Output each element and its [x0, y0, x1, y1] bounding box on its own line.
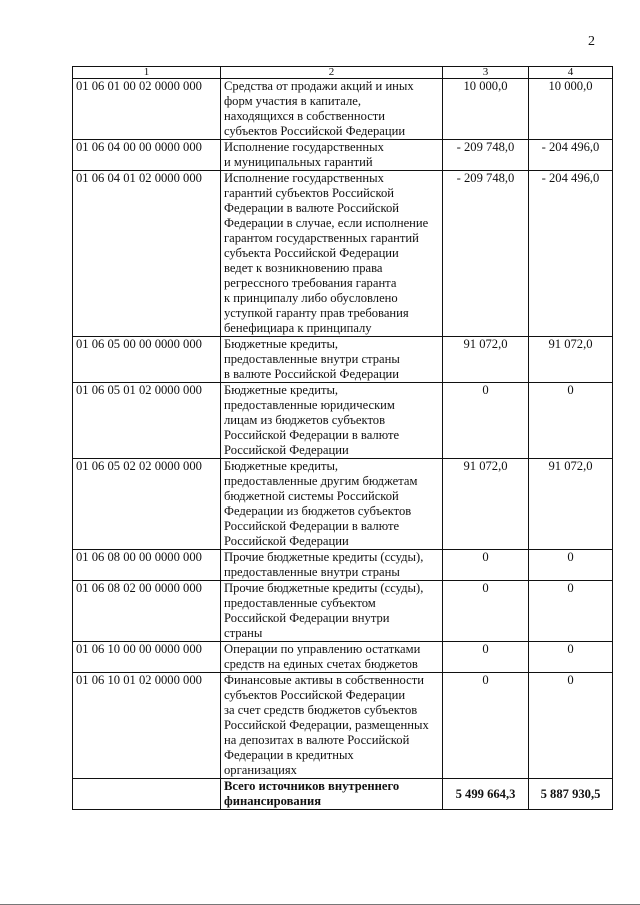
table-row — [73, 673, 613, 779]
amount-column-3-cell: 0 — [443, 642, 529, 673]
financing-sources-table — [72, 66, 613, 810]
amount-column-4-cell: 0 — [529, 581, 613, 642]
source-name-line: организациях — [224, 763, 297, 777]
table-row — [73, 79, 613, 140]
column-header-2: 2 — [221, 67, 443, 79]
amount-column-4-cell: 0 — [529, 550, 613, 581]
amount-column-4-cell: 5 887 930,5 — [529, 779, 613, 810]
source-name-line: уступкой гаранту прав требования — [224, 306, 409, 320]
source-name-line: субъектов Российской Федерации — [224, 124, 406, 138]
amount-column-4-cell: 0 — [529, 673, 613, 779]
source-name-line: Прочие бюджетные кредиты (ссуды), — [224, 581, 424, 595]
source-name-line: Бюджетные кредиты, — [224, 459, 339, 473]
source-name-line: предоставленные субъектом — [224, 596, 376, 610]
amount-column-3-cell: 91 072,0 — [443, 459, 529, 550]
source-name-line: Исполнение государственных — [224, 140, 384, 154]
source-name-line: гарантом государственных гарантий — [224, 231, 419, 245]
source-name-line: Российской Федерации — [224, 534, 349, 548]
source-name-cell — [221, 581, 443, 642]
source-name-line: Средства от продажи акций и иных — [224, 79, 414, 93]
table-row — [73, 459, 613, 550]
source-name-line: Федерации из бюджетов субъектов — [224, 504, 412, 518]
amount-column-4-cell: 91 072,0 — [529, 337, 613, 383]
source-name-cell — [221, 79, 443, 140]
source-name-cell — [221, 779, 443, 810]
source-name-cell — [221, 673, 443, 779]
source-name-line: Финансовые активы в собственности — [224, 673, 424, 687]
source-name-line: средств на единых счетах бюджетов — [224, 657, 418, 671]
source-name-cell — [221, 550, 443, 581]
column-header-3: 3 — [443, 67, 529, 79]
table-row — [73, 337, 613, 383]
source-name-line: и муниципальных гарантий — [224, 155, 373, 169]
source-name-line: на депозитах в валюте Российской — [224, 733, 410, 747]
source-name-line: Российской Федерации в валюте — [224, 428, 400, 442]
source-name-line: Российской Федерации в валюте — [224, 519, 400, 533]
source-name-line: лицам из бюджетов субъектов — [224, 413, 386, 427]
budget-code-cell: 01 06 04 00 00 0000 000 — [73, 140, 221, 171]
source-name-line: Российской Федерации, размещенных — [224, 718, 429, 732]
table-row — [73, 140, 613, 171]
column-number-row — [73, 67, 613, 79]
amount-column-3-cell: - 209 748,0 — [443, 140, 529, 171]
source-name-line: в валюте Российской Федерации — [224, 367, 400, 381]
table-row — [73, 642, 613, 673]
source-name-line: Федерации в случае, если исполнение — [224, 216, 429, 230]
source-name-line: субъектов Российской Федерации — [224, 688, 406, 702]
amount-column-4-cell: - 204 496,0 — [529, 171, 613, 337]
source-name-line: субъекта Российской Федерации — [224, 246, 399, 260]
amount-column-4-cell: 0 — [529, 642, 613, 673]
budget-code-cell: 01 06 08 02 00 0000 000 — [73, 581, 221, 642]
source-name-line: форм участия в капитале, — [224, 94, 361, 108]
amount-column-4-cell: 0 — [529, 383, 613, 459]
amount-column-4-cell: 10 000,0 — [529, 79, 613, 140]
budget-code-cell: 01 06 01 00 02 0000 000 — [73, 79, 221, 140]
source-name-line: гарантий субъектов Российской — [224, 186, 395, 200]
source-name-cell — [221, 459, 443, 550]
amount-column-3-cell: 0 — [443, 581, 529, 642]
budget-code-cell: 01 06 05 01 02 0000 000 — [73, 383, 221, 459]
source-name-line: за счет средств бюджетов субъектов — [224, 703, 418, 717]
source-name-line: Федерации в валюте Российской — [224, 201, 400, 215]
total-row — [73, 779, 613, 810]
budget-code-cell: 01 06 05 00 00 0000 000 — [73, 337, 221, 383]
source-name-line: Бюджетные кредиты, — [224, 337, 339, 351]
table-row — [73, 550, 613, 581]
source-name-cell — [221, 171, 443, 337]
amount-column-3-cell: 0 — [443, 673, 529, 779]
source-name-cell — [221, 383, 443, 459]
page-number: 2 — [588, 34, 595, 49]
budget-code-cell: 01 06 04 01 02 0000 000 — [73, 171, 221, 337]
source-name-cell — [221, 337, 443, 383]
source-name-line: Операции по управлению остатками — [224, 642, 421, 656]
amount-column-3-cell: - 209 748,0 — [443, 171, 529, 337]
amount-column-4-cell: 91 072,0 — [529, 459, 613, 550]
source-name-line: предоставленные юридическим — [224, 398, 395, 412]
source-name-line: бенефициара к принципалу — [224, 321, 372, 335]
source-name-line: ведет к возникновению права — [224, 261, 383, 275]
source-name-line: регрессного требования гаранта — [224, 276, 397, 290]
source-name-line: к принципалу либо обусловлено — [224, 291, 398, 305]
amount-column-3-cell: 5 499 664,3 — [443, 779, 529, 810]
source-name-line: Исполнение государственных — [224, 171, 384, 185]
budget-code-cell: 01 06 10 00 00 0000 000 — [73, 642, 221, 673]
source-name-line: бюджетной системы Российской — [224, 489, 399, 503]
source-name-line: находящихся в собственности — [224, 109, 386, 123]
source-name-line: Федерации в кредитных — [224, 748, 354, 762]
table-row — [73, 581, 613, 642]
source-name-line: предоставленные внутри страны — [224, 565, 400, 579]
amount-column-3-cell: 0 — [443, 550, 529, 581]
budget-code-cell: 01 06 08 00 00 0000 000 — [73, 550, 221, 581]
table-row — [73, 383, 613, 459]
source-name-line: финансирования — [224, 794, 322, 808]
source-name-line: Всего источников внутреннего — [224, 779, 400, 793]
column-header-4: 4 — [529, 67, 613, 79]
source-name-line: страны — [224, 626, 263, 640]
amount-column-3-cell: 10 000,0 — [443, 79, 529, 140]
column-header-1: 1 — [73, 67, 221, 79]
amount-column-3-cell: 0 — [443, 383, 529, 459]
budget-code-cell: 01 06 05 02 02 0000 000 — [73, 459, 221, 550]
source-name-line: Российской Федерации — [224, 443, 349, 457]
source-name-line: предоставленные внутри страны — [224, 352, 400, 366]
source-name-line: Российской Федерации внутри — [224, 611, 390, 625]
source-name-line: Бюджетные кредиты, — [224, 383, 339, 397]
source-name-cell — [221, 140, 443, 171]
budget-code-cell: 01 06 10 01 02 0000 000 — [73, 673, 221, 779]
table-row — [73, 171, 613, 337]
source-name-line: предоставленные другим бюджетам — [224, 474, 418, 488]
source-name-cell — [221, 642, 443, 673]
budget-code-cell — [73, 779, 221, 810]
source-name-line: Прочие бюджетные кредиты (ссуды), — [224, 550, 424, 564]
amount-column-3-cell: 91 072,0 — [443, 337, 529, 383]
amount-column-4-cell: - 204 496,0 — [529, 140, 613, 171]
